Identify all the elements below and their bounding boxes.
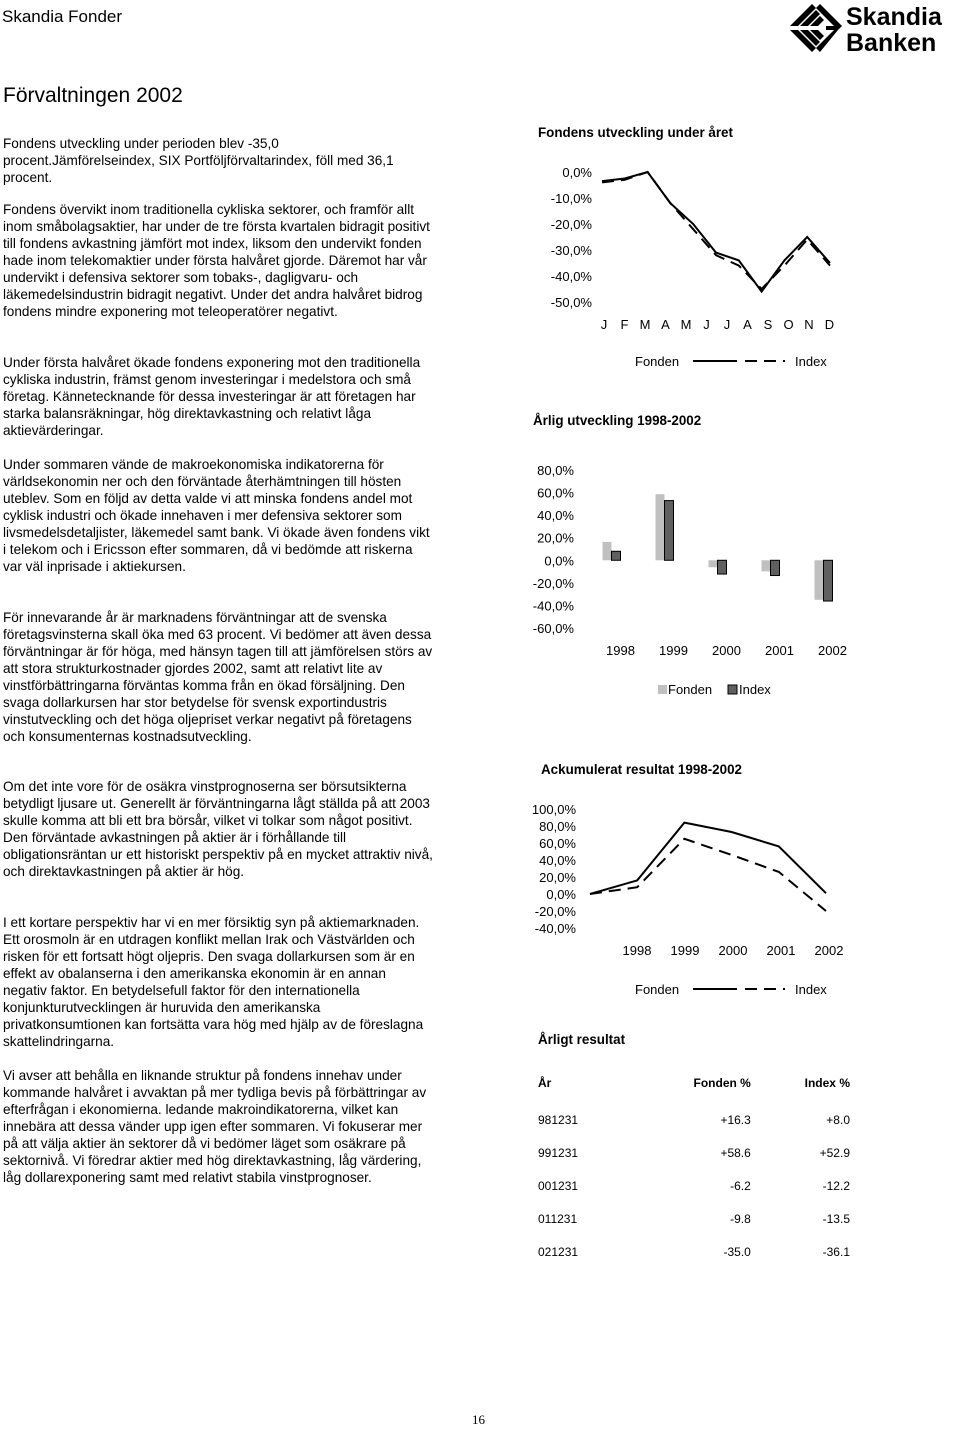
- x-tick-label: J: [703, 317, 710, 332]
- y-tick-label: 40,0%: [539, 853, 576, 868]
- bar-index: [665, 501, 674, 561]
- table-cell-fonden: -35.0: [723, 1245, 751, 1259]
- paragraph-8: Vi avser att behålla en liknande struktur på fondens innehav under kommande halvåret i avvaktan på mer tydliga bevis på förbättringar av efterfrågan i ekonomierna. ledande makroindikatorerna, vilket kan innebära att dessa vänder upp igen efter sommaren. Vi fokuserar mer på att välja aktier än sektorer då vi bedömer läget som osäkrare på sektornivå. Vi föredrar aktier med hög direktavkastning, låg värdering, låg dollarexponering samt med relativt stabila vinstprognoser.: [3, 1068, 427, 1185]
- x-tick-label: 2001: [766, 943, 796, 958]
- legend-label-index: Index: [739, 682, 771, 697]
- table-cell-fonden: -6.2: [730, 1179, 751, 1193]
- bar-fonden: [656, 494, 665, 560]
- legend-label-index: Index: [795, 354, 827, 369]
- brand-title: Skandia Fonder: [2, 7, 123, 26]
- x-tick-label: 2000: [712, 643, 741, 658]
- x-tick-label: S: [763, 317, 773, 332]
- table-cell-date: 021231: [538, 1245, 579, 1259]
- x-tick-label: 1998: [622, 943, 652, 958]
- table-cell-date: 981231: [538, 1113, 579, 1127]
- y-tick-label: 60,0%: [539, 836, 576, 851]
- y-tick-label: -50,0%: [550, 295, 592, 310]
- y-tick-label: 0,0%: [562, 165, 592, 180]
- y-tick-label: 100,0%: [531, 802, 576, 817]
- table-header-index: Index %: [804, 1076, 850, 1090]
- table-row: [538, 1226, 850, 1259]
- y-tick-label: -40,0%: [532, 598, 574, 614]
- table-header-fonden: Fonden %: [693, 1076, 751, 1090]
- series-line-index: [590, 839, 826, 911]
- table-cell-index: -36.1: [822, 1245, 850, 1259]
- x-tick-label: J: [600, 317, 608, 332]
- x-tick-label: 2002: [818, 643, 847, 658]
- paragraph-6: Om det inte vore för de osäkra vinstprognoserna ser börsutsikterna betydligt ljusare ut. Generellt är förväntningarna lågt ställda på att 2003 skulle komma att bli ett bra börsår, vilket vi tolkar som något positivt. Den förväntade avkastningen på aktier är i förhållande till obligationsräntan ur ett historiskt perspektiv på en mycket attraktiv nivå, och direktavkastningen på aktier är hög.: [3, 779, 433, 879]
- paragraph-4: Under sommaren vände de makroekonomiska indikatorerna för världsekonomin ner och den förväntade återhämtningen till hösten uteblev. Som en följd av detta valde vi att minska fondens andel mot cyklisk industri och ökade innehaven i mer defensiva sektorer som livsmedelsdetaljister, läkemedel samt bank. Vi ökade även fondens vikt i telekom och i Ericsson efter sommaren, då vi bedömde att riskerna var väl inprisade i aktiekursen.: [3, 457, 430, 574]
- bar-index: [824, 560, 833, 601]
- x-tick-label: 1999: [670, 943, 700, 958]
- series-line-fonden: [602, 172, 830, 292]
- table-row: [538, 1160, 850, 1193]
- y-tick-label: 40,0%: [537, 508, 574, 524]
- chart2-title: Årlig utveckling 1998-2002: [533, 413, 702, 428]
- table-cell-date: 011231: [538, 1212, 578, 1226]
- y-tick-label: -20,0%: [534, 904, 576, 919]
- table-row: [538, 1127, 850, 1160]
- page-heading: Förvaltningen 2002: [3, 84, 183, 107]
- annual-result-table: [538, 1072, 850, 1259]
- x-tick-label: A: [743, 317, 752, 332]
- monthly-performance-chart: [490, 155, 850, 380]
- table-row: [538, 1193, 850, 1226]
- y-tick-label: -60,0%: [532, 621, 574, 636]
- y-tick-label: 80,0%: [537, 463, 574, 478]
- y-tick-label: 0,0%: [544, 553, 574, 569]
- table-cell-date: 001231: [538, 1179, 579, 1193]
- x-tick-label: A: [661, 317, 670, 332]
- paragraph-2: Fondens övervikt inom traditionella cykliska sektorer, och framför allt inom småbolagsaktier, har under de tre första kvartalen bidragit positivt till fondens avkastning jämfört mot index, liksom den undervikt fonden hade inom telekomaktier under första halvåret gjorde. Däremot har vår undervikt i defensiva sektorer som tobaks-, dagligvaru- och läkemedelsindustrin bidragit negativt. Under det andra halvåret bidrog fondens mindre exponering mot teleoperatörer negativt.: [3, 202, 430, 319]
- logo-emblem-icon: [786, 0, 960, 56]
- x-tick-label: 1998: [606, 643, 635, 658]
- bar-index: [612, 551, 621, 560]
- table-title: Årligt resultat: [538, 1032, 626, 1047]
- bar-fonden: [762, 560, 771, 571]
- table-cell-fonden: +58.6: [720, 1146, 751, 1160]
- table-cell-index: +8.0: [826, 1113, 850, 1127]
- table-cell-date: 991231: [538, 1146, 579, 1160]
- skandiabanken-logo: [786, 0, 960, 56]
- table-cell-index: -12.2: [822, 1179, 850, 1193]
- y-tick-label: -20,0%: [532, 575, 574, 591]
- legend-label-fonden: Fonden: [635, 982, 680, 997]
- y-tick-label: 20,0%: [537, 530, 574, 546]
- y-tick-label: 80,0%: [539, 819, 576, 834]
- paragraph-3: Under första halvåret ökade fondens exponering mot den traditionella cykliska industrin, främst genom investeringar i medelstora och små företag. Kännetecknande för dessa investeringar är att företagen har starka balansräkningar, hög direktavkastning och relativt låga aktievärderingar.: [3, 355, 421, 438]
- x-tick-label: J: [723, 317, 731, 332]
- x-tick-label: F: [620, 317, 629, 332]
- table-cell-index: -13.5: [822, 1212, 850, 1226]
- chart3-title: Ackumulerat resultat 1998-2002: [541, 762, 742, 777]
- logo-text-banken: Banken: [846, 29, 937, 56]
- table-cell-fonden: -9.8: [730, 1212, 751, 1226]
- y-tick-label: -10,0%: [550, 191, 592, 206]
- y-tick-label: 20,0%: [539, 870, 576, 885]
- table-row: [538, 1094, 850, 1127]
- x-tick-label: N: [804, 317, 814, 332]
- logo-text-skandia: Skandia: [846, 3, 942, 31]
- legend-label-fonden: Fonden: [635, 354, 680, 369]
- y-tick-label: -20,0%: [550, 217, 592, 232]
- legend-label-fonden: Fonden: [668, 682, 713, 697]
- x-tick-label: D: [824, 317, 835, 332]
- legend-label-index: Index: [795, 982, 827, 997]
- legend-swatch-index: [728, 685, 737, 694]
- annual-performance-chart: [490, 455, 850, 710]
- paragraph-1: Fondens utveckling under perioden blev -35,0 procent.Jämförelseindex, SIX Portföljförvaltarindex, föll med 36,1 procent.: [3, 136, 394, 185]
- paragraph-7: I ett kortare perspektiv har vi en mer försiktig syn på aktiemarknaden. Ett orosmoln är en utdragen konflikt mellan Irak och Västvärlden och risken för ett fortsatt högt oljepris. Den svaga dollarkursen som är en effekt av obalanserna i den amerikanska ekonomin är en annan negativ faktor. En betydelsefull faktor för den internationella konjunkturutvecklingen är huruvida den amerikanska privatkonsumtionen kan fortsätta vara hög med hjälp av de föreslagna skattelindringarna.: [3, 915, 424, 1049]
- chart1-title: Fondens utveckling under året: [538, 125, 733, 140]
- x-tick-label: M: [680, 317, 692, 332]
- x-tick-label: M: [639, 317, 651, 332]
- x-tick-label: 2002: [814, 943, 844, 958]
- table-cell-index: +52.9: [819, 1146, 850, 1160]
- page-number: 16: [472, 1412, 485, 1427]
- bar-fonden: [815, 560, 824, 600]
- accumulated-result-chart: [490, 795, 850, 1005]
- x-tick-label: 2000: [718, 943, 748, 958]
- paragraph-5: För innevarande år är marknadens förväntningar att de svenska företagsvinsterna skall öka med 63 procent. Vi bedömer att även dessa förväntningar är för höga, med hänsyn tagen till att jämförelsen störs av att stora strukturkostnader gjordes 2002, samt att relativt lite av vinstförbättringarna förväntas komma från en ökad försäljning. Den svaga dollarkursen har stor betydelse för svensk exportindustris vinstutveckling och det höga oljepriset verkar negativt på företagens och konsumenternas kostnadsutveckling.: [3, 610, 433, 744]
- y-tick-label: -40,0%: [534, 921, 576, 936]
- bar-index: [771, 560, 780, 575]
- series-line-index: [602, 172, 830, 289]
- y-tick-label: -40,0%: [550, 269, 592, 284]
- table-cell-fonden: +16.3: [720, 1113, 751, 1127]
- x-tick-label: 1999: [659, 643, 688, 658]
- table-header-year: År: [538, 1076, 552, 1090]
- bar-fonden: [709, 560, 718, 567]
- y-tick-label: 0,0%: [546, 887, 576, 902]
- y-tick-label: 60,0%: [537, 485, 574, 501]
- x-tick-label: O: [783, 317, 794, 332]
- legend-swatch-fonden: [658, 685, 667, 694]
- series-line-fonden: [590, 823, 826, 894]
- x-tick-label: 2001: [765, 643, 794, 658]
- table-header-row: [538, 1072, 850, 1094]
- bar-index: [718, 560, 727, 574]
- bar-fonden: [603, 542, 612, 560]
- y-tick-label: -30,0%: [550, 243, 592, 258]
